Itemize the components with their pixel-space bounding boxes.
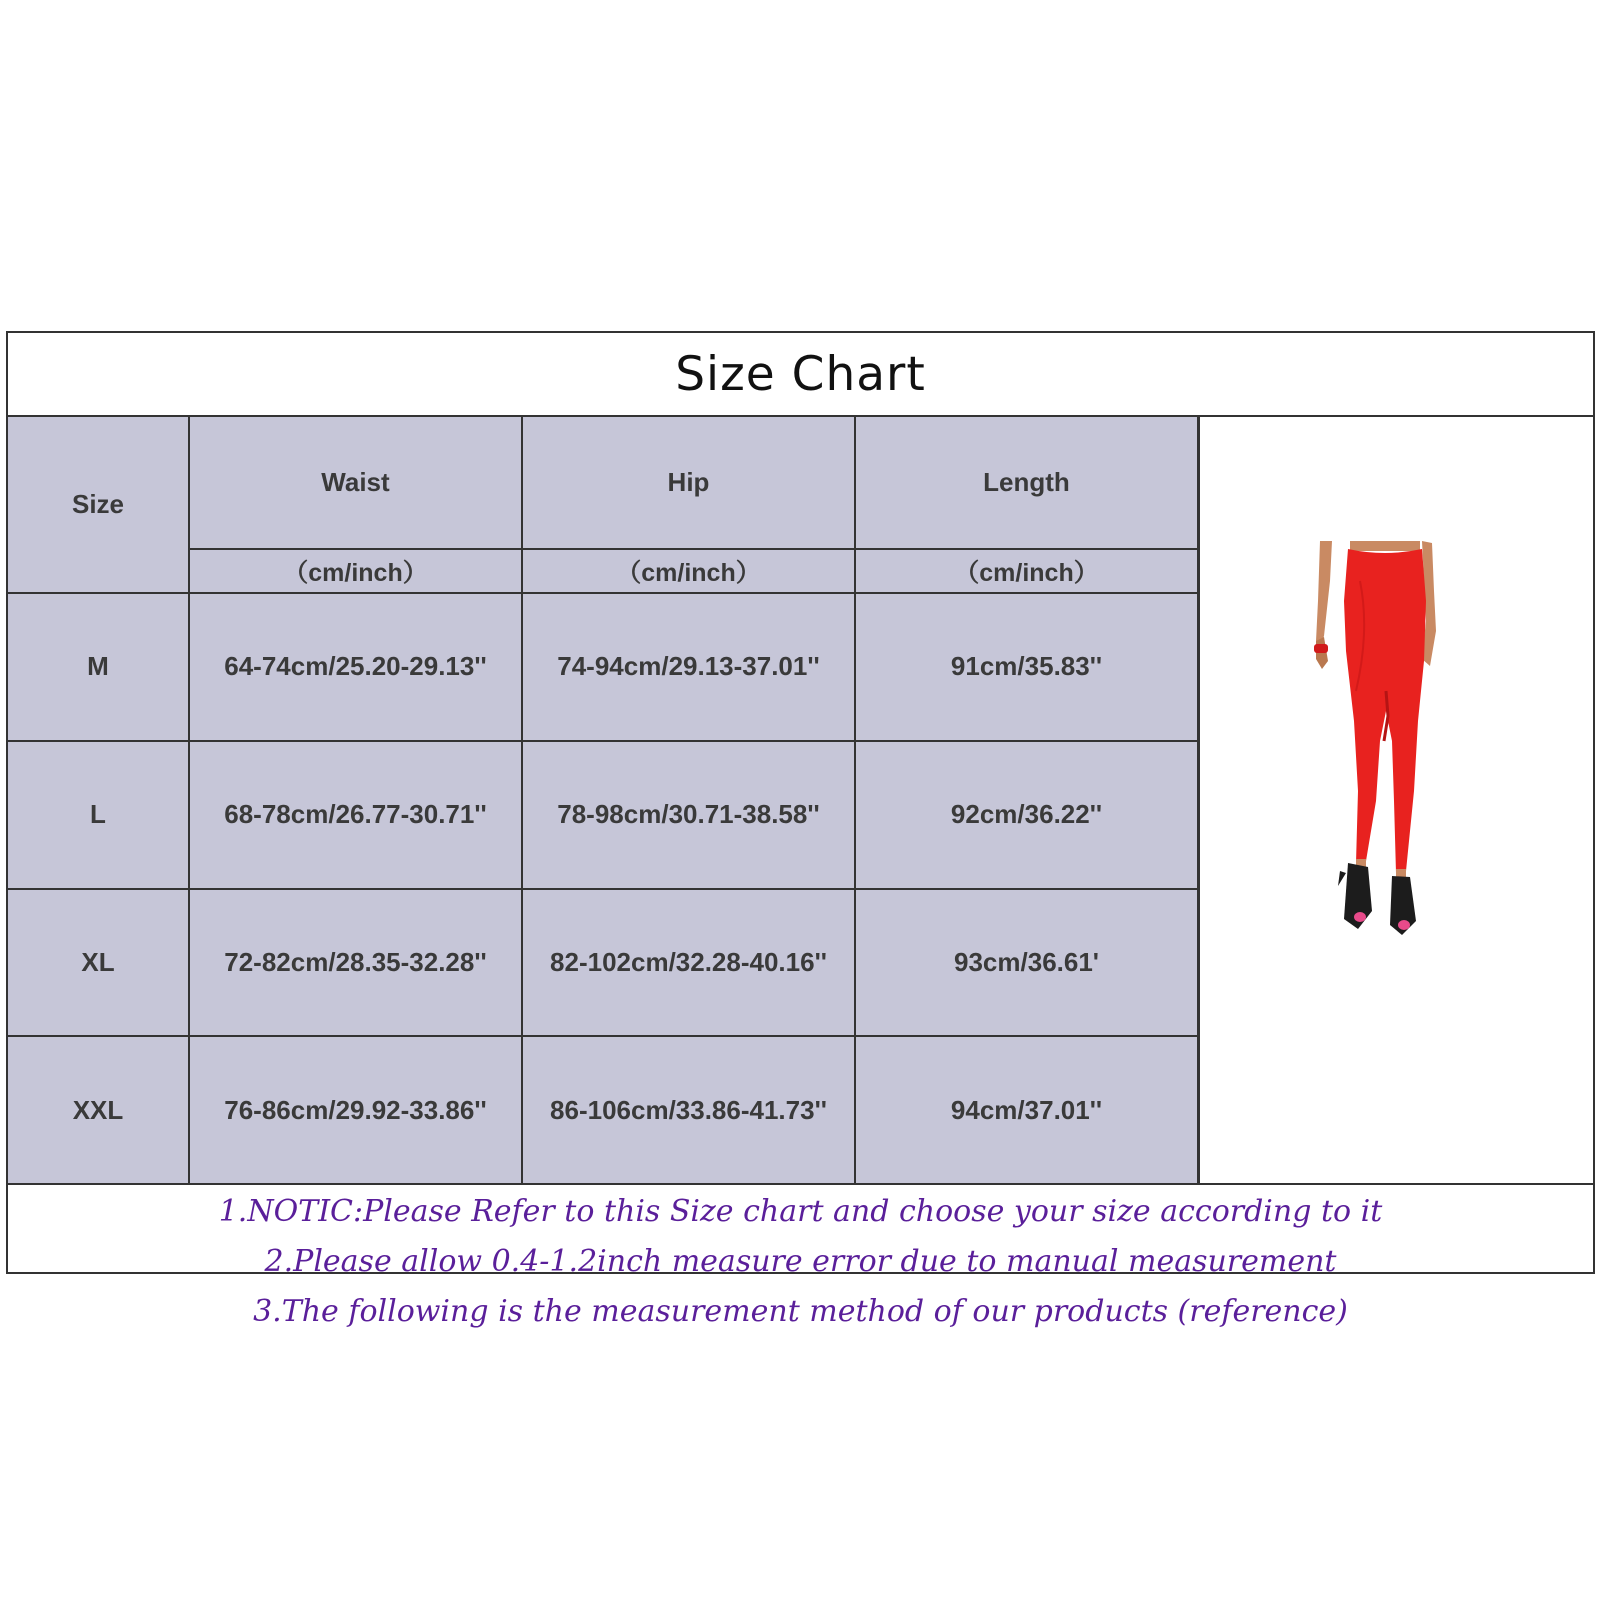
cell-hip: 74-94cm/29.13-37.01'' [522, 593, 855, 741]
header-size: Size [8, 417, 189, 593]
product-image-cell [1198, 417, 1593, 1183]
cell-size: L [8, 741, 189, 889]
cell-length: 94cm/37.01'' [855, 1036, 1198, 1183]
cell-waist: 72-82cm/28.35-32.28'' [189, 889, 522, 1037]
note-line-3: 3.The following is the measurement method of our products (reference) [253, 1294, 1348, 1329]
cell-length: 92cm/36.22'' [855, 741, 1198, 889]
cell-hip: 78-98cm/30.71-38.58'' [522, 741, 855, 889]
header-hip: Hip [522, 417, 855, 549]
unit-waist: （cm/inch） [189, 549, 522, 593]
cell-hip: 86-106cm/33.86-41.73'' [522, 1036, 855, 1183]
cell-waist: 76-86cm/29.92-33.86'' [189, 1036, 522, 1183]
cell-waist: 64-74cm/25.20-29.13'' [189, 593, 522, 741]
table-row [8, 1036, 1198, 1183]
note-line-1: 1.NOTIC:Please Refer to this Size chart and choose your size according to it [218, 1194, 1383, 1229]
table-row [8, 593, 1198, 741]
cell-length: 93cm/36.61' [855, 889, 1198, 1037]
unit-length: （cm/inch） [855, 549, 1198, 593]
size-table [8, 417, 1199, 1183]
table-row [8, 889, 1198, 1037]
cell-size: XL [8, 889, 189, 1037]
header-length: Length [855, 417, 1198, 549]
note-line-2: 2.Please allow 0.4-1.2inch measure error due to manual measurement [264, 1244, 1337, 1279]
size-chart-frame [6, 331, 1595, 1329]
unit-hip: （cm/inch） [522, 549, 855, 593]
notes-block [8, 1183, 1593, 1329]
cell-length: 91cm/35.83'' [855, 593, 1198, 741]
cell-size: XXL [8, 1036, 189, 1183]
cell-waist: 68-78cm/26.77-30.71'' [189, 741, 522, 889]
cell-size: M [8, 593, 189, 741]
red-leggings-product-image [1310, 541, 1450, 951]
cell-hip: 82-102cm/32.28-40.16'' [522, 889, 855, 1037]
header-waist: Waist [189, 417, 522, 549]
size-table-wrap [8, 417, 1198, 1183]
chart-title: Size Chart [8, 333, 1593, 417]
table-row [8, 741, 1198, 889]
